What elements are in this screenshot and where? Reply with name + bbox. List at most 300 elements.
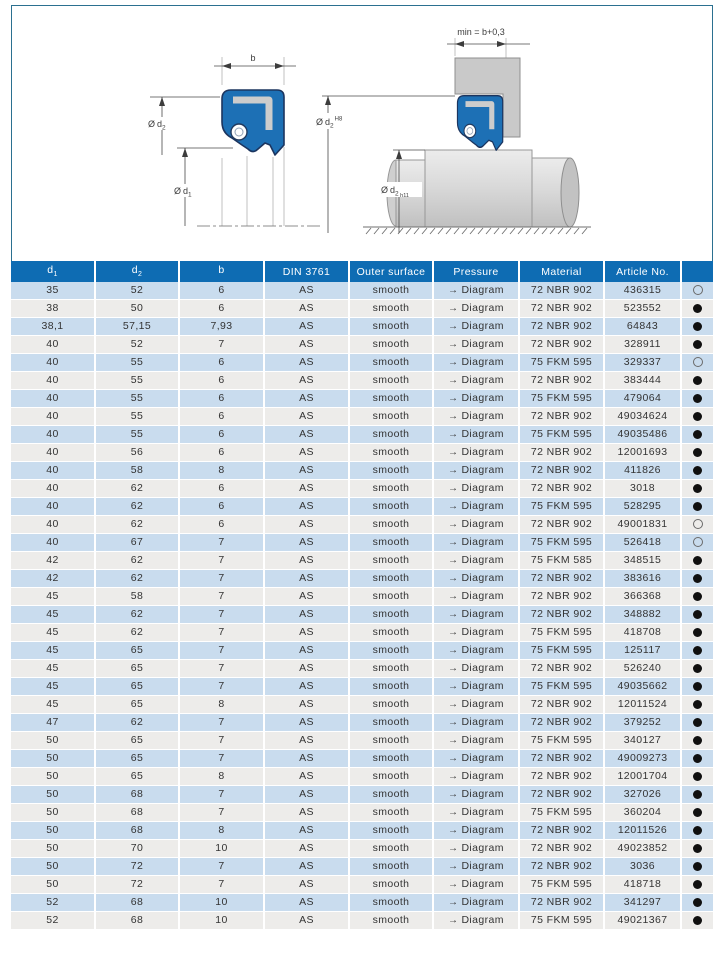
pressure-diagram-link[interactable]	[434, 858, 520, 876]
right-arrow-icon: →	[448, 393, 459, 404]
cell-d2: 72	[96, 876, 180, 894]
cell-b: 6	[180, 372, 265, 390]
cell-b: 7	[180, 570, 265, 588]
pressure-diagram-link[interactable]	[434, 588, 520, 606]
diagram-link-label: Diagram	[461, 824, 504, 836]
cell-availability	[682, 336, 713, 354]
cell-d1: 40	[11, 426, 96, 444]
right-arrow-icon: →	[448, 861, 459, 872]
cell-material: 75 FKM 595	[520, 390, 605, 408]
pressure-diagram-link[interactable]	[434, 282, 520, 300]
right-arrow-icon: →	[448, 483, 459, 494]
cell-din: AS	[265, 588, 350, 606]
availability-indicator	[693, 322, 702, 331]
right-arrow-icon: →	[448, 537, 459, 548]
cell-d2: 72	[96, 858, 180, 876]
cell-availability	[682, 858, 713, 876]
cell-outer-surface: smooth	[350, 444, 434, 462]
availability-indicator	[693, 430, 702, 439]
cell-b: 8	[180, 462, 265, 480]
cell-article-no: 418708	[605, 624, 682, 642]
cell-d2: 65	[96, 750, 180, 768]
availability-indicator	[693, 357, 703, 367]
pressure-diagram-link[interactable]	[434, 516, 520, 534]
cell-material: 75 FKM 595	[520, 354, 605, 372]
cell-article-no: 379252	[605, 714, 682, 732]
cell-d1: 50	[11, 732, 96, 750]
cell-material: 72 NBR 902	[520, 588, 605, 606]
diagram-link-label: Diagram	[461, 410, 504, 422]
table-row	[11, 912, 713, 930]
table-row	[11, 642, 713, 660]
pressure-diagram-link[interactable]	[434, 372, 520, 390]
table-row	[11, 768, 713, 786]
cell-material: 72 NBR 902	[520, 894, 605, 912]
cell-availability	[682, 876, 713, 894]
cell-d2: 62	[96, 516, 180, 534]
table-row	[11, 570, 713, 588]
diagram-link-label: Diagram	[461, 464, 504, 476]
pressure-diagram-link[interactable]	[434, 678, 520, 696]
pressure-diagram-link[interactable]	[434, 840, 520, 858]
table-header-row	[11, 261, 713, 282]
cell-d2: 52	[96, 336, 180, 354]
cell-d1: 38,1	[11, 318, 96, 336]
right-arrow-icon: →	[448, 735, 459, 746]
diagram-link-label: Diagram	[461, 320, 504, 332]
cell-outer-surface: smooth	[350, 336, 434, 354]
cell-b: 7	[180, 786, 265, 804]
cell-availability	[682, 714, 713, 732]
cell-d1: 45	[11, 660, 96, 678]
cell-availability	[682, 606, 713, 624]
cell-d2: 55	[96, 426, 180, 444]
cell-din: AS	[265, 894, 350, 912]
right-arrow-icon: →	[448, 717, 459, 728]
cell-d2: 70	[96, 840, 180, 858]
diagram-link-label: Diagram	[461, 554, 504, 566]
cell-b: 6	[180, 498, 265, 516]
cell-outer-surface: smooth	[350, 768, 434, 786]
cell-d1: 50	[11, 822, 96, 840]
availability-indicator	[693, 628, 702, 637]
cell-d2: 68	[96, 912, 180, 930]
pressure-diagram-link[interactable]	[434, 300, 520, 318]
cell-din: AS	[265, 372, 350, 390]
col-header-article-no: Article No.	[605, 261, 682, 282]
cell-outer-surface: smooth	[350, 678, 434, 696]
cell-article-no: 526240	[605, 660, 682, 678]
dim-label-d2: Ø $d_2$	[148, 119, 166, 132]
cell-d2: 65	[96, 678, 180, 696]
table-row	[11, 606, 713, 624]
cell-article-no: 383444	[605, 372, 682, 390]
cell-availability	[682, 534, 713, 552]
pressure-diagram-link[interactable]	[434, 336, 520, 354]
cell-material: 75 FKM 595	[520, 426, 605, 444]
cell-availability	[682, 408, 713, 426]
cell-d2: 58	[96, 588, 180, 606]
cell-d2: 56	[96, 444, 180, 462]
technical-drawings	[11, 5, 712, 261]
table-row	[11, 660, 713, 678]
availability-indicator	[693, 826, 702, 835]
table-row	[11, 876, 713, 894]
cell-d2: 65	[96, 642, 180, 660]
right-arrow-icon: →	[448, 375, 459, 386]
cell-outer-surface: smooth	[350, 426, 434, 444]
diagram-link-label: Diagram	[461, 590, 504, 602]
cell-material: 72 NBR 902	[520, 696, 605, 714]
cell-article-no: 341297	[605, 894, 682, 912]
cell-material: 72 NBR 902	[520, 660, 605, 678]
pressure-diagram-link[interactable]	[434, 750, 520, 768]
diagram-link-label: Diagram	[461, 788, 504, 800]
table-row	[11, 408, 713, 426]
diagram-link-label: Diagram	[461, 446, 504, 458]
cell-availability	[682, 480, 713, 498]
pressure-diagram-link[interactable]	[434, 606, 520, 624]
cell-availability	[682, 678, 713, 696]
table-row	[11, 696, 713, 714]
pressure-diagram-link[interactable]	[434, 318, 520, 336]
cell-availability	[682, 822, 713, 840]
table-row	[11, 462, 713, 480]
cell-availability	[682, 516, 713, 534]
cell-material: 75 FKM 595	[520, 678, 605, 696]
cell-outer-surface: smooth	[350, 804, 434, 822]
cell-b: 6	[180, 516, 265, 534]
cell-d2: 55	[96, 408, 180, 426]
cell-d1: 40	[11, 390, 96, 408]
cell-d1: 35	[11, 282, 96, 300]
cell-outer-surface: smooth	[350, 282, 434, 300]
table-row	[11, 858, 713, 876]
cell-material: 75 FKM 595	[520, 498, 605, 516]
cell-outer-surface: smooth	[350, 912, 434, 930]
cell-b: 6	[180, 480, 265, 498]
pressure-diagram-link[interactable]	[434, 732, 520, 750]
cell-article-no: 340127	[605, 732, 682, 750]
cell-outer-surface: smooth	[350, 696, 434, 714]
cell-material: 72 NBR 902	[520, 714, 605, 732]
cell-availability	[682, 660, 713, 678]
pressure-diagram-link[interactable]	[434, 426, 520, 444]
pressure-diagram-link[interactable]	[434, 786, 520, 804]
cell-din: AS	[265, 300, 350, 318]
availability-indicator	[693, 502, 702, 511]
right-arrow-icon: →	[448, 339, 459, 350]
cell-outer-surface: smooth	[350, 318, 434, 336]
seal-section-drawing	[144, 53, 320, 226]
cell-d2: 68	[96, 822, 180, 840]
cell-article-no: 348882	[605, 606, 682, 624]
cell-article-no: 125117	[605, 642, 682, 660]
cell-din: AS	[265, 570, 350, 588]
pressure-diagram-link[interactable]	[434, 714, 520, 732]
cell-material: 72 NBR 902	[520, 300, 605, 318]
cell-d1: 50	[11, 786, 96, 804]
cell-d2: 62	[96, 570, 180, 588]
right-arrow-icon: →	[448, 825, 459, 836]
right-arrow-icon: →	[448, 411, 459, 422]
availability-indicator	[693, 880, 702, 889]
availability-indicator	[693, 519, 703, 529]
pressure-diagram-link[interactable]	[434, 876, 520, 894]
diagram-link-label: Diagram	[461, 536, 504, 548]
diagram-link-label: Diagram	[461, 572, 504, 584]
cell-availability	[682, 804, 713, 822]
pressure-diagram-link[interactable]	[434, 642, 520, 660]
cell-article-no: 411826	[605, 462, 682, 480]
availability-indicator	[693, 610, 702, 619]
cell-outer-surface: smooth	[350, 480, 434, 498]
cell-outer-surface: smooth	[350, 462, 434, 480]
cell-article-no: 49034624	[605, 408, 682, 426]
diagram-link-label: Diagram	[461, 806, 504, 818]
cell-din: AS	[265, 732, 350, 750]
pressure-diagram-link[interactable]	[434, 390, 520, 408]
cell-d1: 40	[11, 354, 96, 372]
cell-b: 7	[180, 732, 265, 750]
cell-availability	[682, 570, 713, 588]
cell-material: 72 NBR 902	[520, 444, 605, 462]
cell-material: 72 NBR 902	[520, 786, 605, 804]
cell-din: AS	[265, 534, 350, 552]
cell-d2: 68	[96, 894, 180, 912]
cell-din: AS	[265, 354, 350, 372]
availability-indicator	[693, 574, 702, 583]
cell-outer-surface: smooth	[350, 300, 434, 318]
availability-indicator	[693, 484, 702, 493]
table-row	[11, 588, 713, 606]
dim-label-b: b	[250, 53, 256, 63]
cell-din: AS	[265, 480, 350, 498]
cell-b: 10	[180, 840, 265, 858]
cell-d2: 52	[96, 282, 180, 300]
cell-din: AS	[265, 462, 350, 480]
cell-material: 72 NBR 902	[520, 606, 605, 624]
cell-article-no: 49001831	[605, 516, 682, 534]
cell-b: 6	[180, 426, 265, 444]
cell-availability	[682, 912, 713, 930]
cell-availability	[682, 498, 713, 516]
cell-b: 7	[180, 660, 265, 678]
availability-indicator	[693, 916, 702, 925]
pressure-diagram-link[interactable]	[434, 696, 520, 714]
diagram-link-label: Diagram	[461, 842, 504, 854]
dim-label-d2-h11: Ø $d_2$ h11	[381, 185, 409, 199]
pressure-diagram-link[interactable]	[434, 912, 520, 930]
cell-b: 7	[180, 552, 265, 570]
cell-article-no: 329337	[605, 354, 682, 372]
cell-material: 75 FKM 595	[520, 804, 605, 822]
cell-availability	[682, 462, 713, 480]
cell-d2: 62	[96, 606, 180, 624]
cell-availability	[682, 732, 713, 750]
cell-material: 72 NBR 902	[520, 462, 605, 480]
cell-material: 72 NBR 902	[520, 318, 605, 336]
cell-d1: 42	[11, 570, 96, 588]
cell-d2: 57,15	[96, 318, 180, 336]
availability-indicator	[693, 448, 702, 457]
diagram-link-label: Diagram	[461, 914, 504, 926]
diagram-link-label: Diagram	[461, 752, 504, 764]
table-row	[11, 840, 713, 858]
cell-availability	[682, 390, 713, 408]
cell-outer-surface: smooth	[350, 408, 434, 426]
diagram-link-label: Diagram	[461, 428, 504, 440]
cell-d1: 40	[11, 498, 96, 516]
cell-din: AS	[265, 660, 350, 678]
cell-b: 7	[180, 336, 265, 354]
cell-availability	[682, 372, 713, 390]
table-row	[11, 426, 713, 444]
right-arrow-icon: →	[448, 699, 459, 710]
table-row	[11, 732, 713, 750]
cell-d1: 50	[11, 750, 96, 768]
cell-material: 75 FKM 595	[520, 876, 605, 894]
diagram-link-label: Diagram	[461, 500, 504, 512]
cell-outer-surface: smooth	[350, 660, 434, 678]
availability-indicator	[693, 754, 702, 763]
col-header-pressure: Pressure	[434, 261, 520, 282]
availability-indicator	[693, 556, 702, 565]
cell-d2: 65	[96, 732, 180, 750]
availability-indicator	[693, 592, 702, 601]
cell-material: 72 NBR 902	[520, 480, 605, 498]
pressure-diagram-link[interactable]	[434, 552, 520, 570]
cell-outer-surface: smooth	[350, 786, 434, 804]
cell-d1: 45	[11, 642, 96, 660]
cell-din: AS	[265, 804, 350, 822]
table-row	[11, 750, 713, 768]
cell-b: 6	[180, 408, 265, 426]
pressure-diagram-link[interactable]	[434, 624, 520, 642]
cell-b: 10	[180, 894, 265, 912]
cell-din: AS	[265, 714, 350, 732]
cell-d1: 40	[11, 408, 96, 426]
cell-availability	[682, 840, 713, 858]
cell-article-no: 418718	[605, 876, 682, 894]
pressure-diagram-link[interactable]	[434, 462, 520, 480]
cell-outer-surface: smooth	[350, 390, 434, 408]
cell-b: 7	[180, 678, 265, 696]
right-arrow-icon: →	[448, 501, 459, 512]
cell-din: AS	[265, 750, 350, 768]
pressure-diagram-link[interactable]	[434, 498, 520, 516]
availability-indicator	[693, 808, 702, 817]
table-row	[11, 678, 713, 696]
cell-din: AS	[265, 336, 350, 354]
cell-d1: 45	[11, 678, 96, 696]
cell-d2: 65	[96, 768, 180, 786]
cell-availability	[682, 282, 713, 300]
cell-outer-surface: smooth	[350, 372, 434, 390]
pressure-diagram-link[interactable]	[434, 822, 520, 840]
cell-article-no: 12011524	[605, 696, 682, 714]
diagram-link-label: Diagram	[461, 608, 504, 620]
cell-material: 75 FKM 595	[520, 732, 605, 750]
cell-b: 7	[180, 750, 265, 768]
diagram-link-label: Diagram	[461, 860, 504, 872]
cell-article-no: 12001693	[605, 444, 682, 462]
cell-d2: 62	[96, 624, 180, 642]
table-row	[11, 822, 713, 840]
cell-material: 75 FKM 595	[520, 912, 605, 930]
cell-din: AS	[265, 858, 350, 876]
pressure-diagram-link[interactable]	[434, 480, 520, 498]
pressure-diagram-link[interactable]	[434, 660, 520, 678]
right-arrow-icon: →	[448, 789, 459, 800]
cell-d1: 40	[11, 336, 96, 354]
pressure-diagram-link[interactable]	[434, 408, 520, 426]
cell-d1: 40	[11, 480, 96, 498]
cell-article-no: 360204	[605, 804, 682, 822]
cell-d1: 40	[11, 516, 96, 534]
cell-article-no: 49021367	[605, 912, 682, 930]
cell-availability	[682, 768, 713, 786]
cell-b: 7	[180, 624, 265, 642]
right-arrow-icon: →	[448, 915, 459, 926]
col-header-b: b	[180, 261, 265, 282]
availability-indicator	[693, 466, 702, 475]
availability-indicator	[693, 718, 702, 727]
right-arrow-icon: →	[448, 627, 459, 638]
pressure-diagram-link[interactable]	[434, 894, 520, 912]
cell-outer-surface: smooth	[350, 732, 434, 750]
col-header-din: DIN 3761	[265, 261, 350, 282]
cell-availability	[682, 444, 713, 462]
cell-article-no: 526418	[605, 534, 682, 552]
diagram-link-label: Diagram	[461, 374, 504, 386]
availability-indicator	[693, 412, 702, 421]
pressure-diagram-link[interactable]	[434, 444, 520, 462]
cell-availability	[682, 588, 713, 606]
cell-d2: 58	[96, 462, 180, 480]
cell-d2: 65	[96, 660, 180, 678]
diagram-link-label: Diagram	[461, 302, 504, 314]
cell-d1: 45	[11, 696, 96, 714]
pressure-diagram-link[interactable]	[434, 768, 520, 786]
table-row	[11, 516, 713, 534]
cell-din: AS	[265, 282, 350, 300]
cell-d1: 52	[11, 912, 96, 930]
pressure-diagram-link[interactable]	[434, 570, 520, 588]
cell-din: AS	[265, 624, 350, 642]
availability-indicator	[693, 682, 702, 691]
size-table	[11, 261, 713, 930]
cell-b: 6	[180, 390, 265, 408]
cell-article-no: 383616	[605, 570, 682, 588]
cell-din: AS	[265, 876, 350, 894]
availability-indicator	[693, 736, 702, 745]
cell-material: 75 FKM 595	[520, 534, 605, 552]
cell-d1: 45	[11, 606, 96, 624]
table-row	[11, 714, 713, 732]
right-arrow-icon: →	[448, 357, 459, 368]
cell-b: 6	[180, 354, 265, 372]
col-header-availability	[682, 261, 713, 282]
cell-availability	[682, 300, 713, 318]
cell-availability	[682, 696, 713, 714]
pressure-diagram-link[interactable]	[434, 804, 520, 822]
cell-d2: 65	[96, 696, 180, 714]
diagram-link-label: Diagram	[461, 356, 504, 368]
pressure-diagram-link[interactable]	[434, 354, 520, 372]
pressure-diagram-link[interactable]	[434, 534, 520, 552]
cell-material: 75 FKM 595	[520, 642, 605, 660]
